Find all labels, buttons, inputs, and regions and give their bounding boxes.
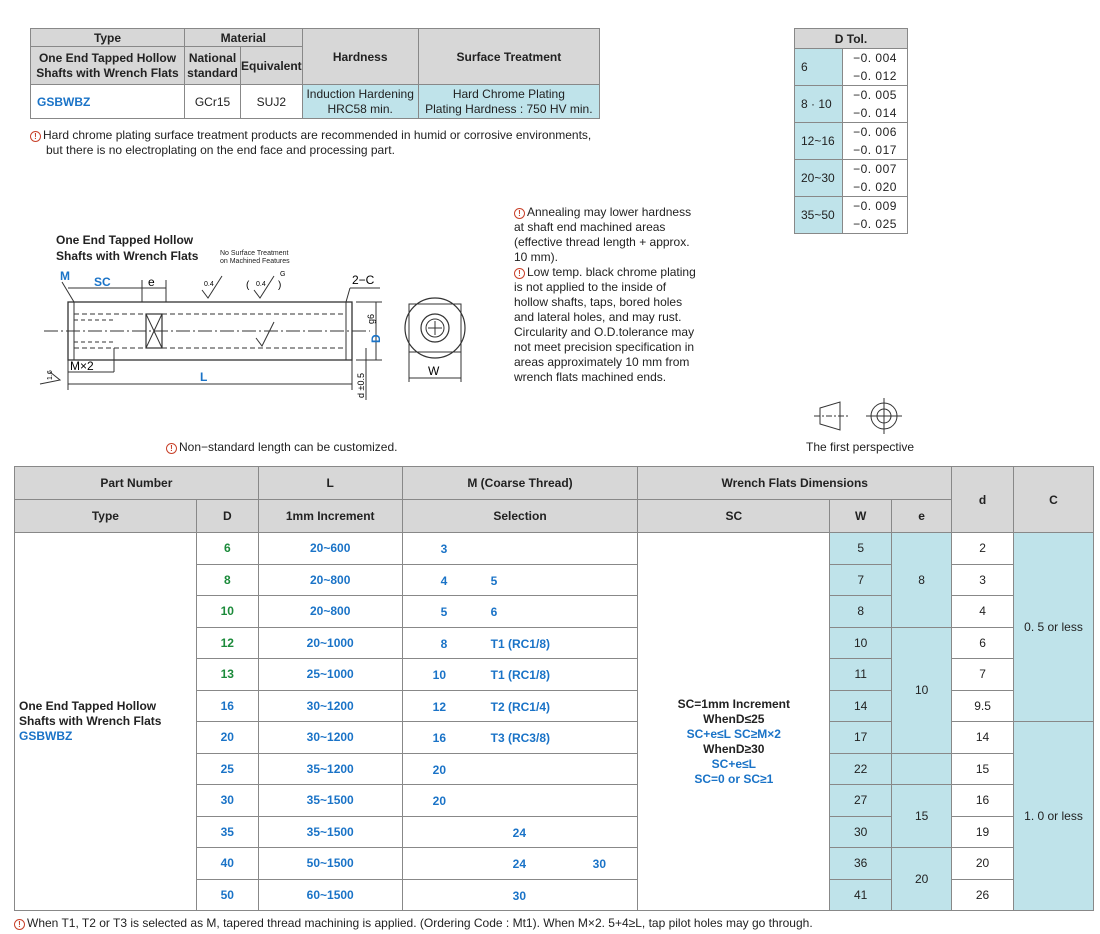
header-increment: 1mm Increment xyxy=(258,500,402,533)
projection-label: The first perspective xyxy=(806,440,915,454)
e-value: 8 xyxy=(892,533,952,628)
m-selection: 20 xyxy=(402,753,638,785)
d-small-value: 20 xyxy=(952,848,1014,880)
label-g: G xyxy=(280,271,286,278)
tol-row-values: −0. 006 −0. 017 xyxy=(843,123,908,160)
mat-header-type: Type xyxy=(31,29,185,47)
d-small-value: 3 xyxy=(952,564,1014,596)
header-l: L xyxy=(258,467,402,500)
warning-icon: ! xyxy=(514,268,525,279)
tol-row-d: 6 xyxy=(795,49,843,86)
d-value: 35 xyxy=(196,816,258,848)
label-e: e xyxy=(148,275,155,289)
label-g6: g6 xyxy=(366,313,376,324)
header-wrench: Wrench Flats Dimensions xyxy=(638,467,952,500)
c-value: 1. 0 or less xyxy=(1014,722,1094,911)
w-value: 36 xyxy=(830,848,892,880)
d-value: 50 xyxy=(196,879,258,911)
e-value-blank xyxy=(892,753,952,785)
header-w: W xyxy=(830,500,892,533)
warning-icon: ! xyxy=(30,131,41,142)
label-roughness-1: 0.4 xyxy=(204,281,214,288)
tol-row-values: −0. 005 −0. 014 xyxy=(843,86,908,123)
mat-header-surface: Surface Treatment xyxy=(418,29,599,85)
w-value: 22 xyxy=(830,753,892,785)
shaft-drawing xyxy=(30,262,480,412)
label-d-tol: d ±0.5 xyxy=(356,373,366,398)
sc-cell: SC=1mm Increment WhenD≤25 SC+e≤L SC≥M×2 WhenD≥30 SC+e≤L SC=0 or SC≥1 xyxy=(638,533,830,911)
warning-icon: ! xyxy=(14,919,25,930)
tolerance-table xyxy=(794,28,908,234)
e-value: 20 xyxy=(892,848,952,911)
label-roughness-2: 0.4 xyxy=(256,281,266,288)
footer-note: ! When T1, T2 or T3 is selected as M, tapered thread machining is applied. (Ordering Code : Mt1). When M×2. 5+4≥L, tap pilot holes may go through. xyxy=(14,916,1094,931)
warning-icon: ! xyxy=(514,208,525,219)
d-value: 20 xyxy=(196,722,258,754)
m-selection: 16 T3 (RC3/8) xyxy=(402,722,638,754)
material-note: ! Hard chrome plating surface treatment products are recommended in humid or corrosive environments, but there is no electroplating on the end face and processing part. xyxy=(30,128,630,158)
label-chamfer: 2−C xyxy=(352,273,375,287)
material-table xyxy=(30,28,600,119)
header-e: e xyxy=(892,500,952,533)
tol-row-d: 20~30 xyxy=(795,160,843,197)
part-number-table xyxy=(14,466,1094,911)
tol-row-values: −0. 007 −0. 020 xyxy=(843,160,908,197)
mat-national: GCr15 xyxy=(185,85,241,119)
header-sc: SC xyxy=(638,500,830,533)
d-value: 13 xyxy=(196,659,258,691)
svg-text:(: ( xyxy=(246,280,250,291)
m-selection: 5 6 xyxy=(402,596,638,628)
c-value: 0. 5 or less xyxy=(1014,533,1094,722)
label-sc: SC xyxy=(94,275,111,289)
m-selection: 4 5 xyxy=(402,564,638,596)
l-range: 20~1000 xyxy=(258,627,402,659)
w-value: 5 xyxy=(830,533,892,565)
label-l: L xyxy=(200,370,208,384)
label-roughness-3: 1.6 xyxy=(47,370,54,380)
w-value: 8 xyxy=(830,596,892,628)
d-small-value: 2 xyxy=(952,533,1014,565)
l-range: 60~1500 xyxy=(258,879,402,911)
tol-row-values: −0. 009 −0. 025 xyxy=(843,197,908,234)
l-range: 20~800 xyxy=(258,596,402,628)
d-value: 16 xyxy=(196,690,258,722)
w-value: 30 xyxy=(830,816,892,848)
header-type: Type xyxy=(15,500,197,533)
svg-text:): ) xyxy=(278,280,282,291)
mat-surface: Hard Chrome Plating Plating Hardness : 750 HV min. xyxy=(418,85,599,119)
mat-hardness: Induction Hardening HRC58 min. xyxy=(302,85,418,119)
d-value: 40 xyxy=(196,848,258,880)
l-range: 20~600 xyxy=(258,533,402,565)
header-m: M (Coarse Thread) xyxy=(402,467,638,500)
e-value: 10 xyxy=(892,627,952,753)
warning-icon: ! xyxy=(166,443,177,454)
w-value: 7 xyxy=(830,564,892,596)
tol-row-d: 12~16 xyxy=(795,123,843,160)
mat-header-hardness: Hardness xyxy=(302,29,418,85)
l-range: 35~1200 xyxy=(258,753,402,785)
d-value: 25 xyxy=(196,753,258,785)
header-d-small: d xyxy=(952,467,1014,533)
mat-header-equivalent: Equivalent xyxy=(241,47,303,85)
m-selection: 30 xyxy=(402,879,638,911)
custom-length-note: ! Non−standard length can be customized. xyxy=(166,440,397,455)
drawing-notes: ! Annealing may lower hardness at shaft end machined areas (effective thread length + approx. 10 mm). ! Low temp. black chrome plating is not applied to the inside of hollow shafts, taps, bored holes and lateral holes, and may rust. Circularity and O.D.tolerance may not meet precision specification in areas approximately 10 mm from wrench flats machined ends. xyxy=(514,205,696,384)
tol-row-values: −0. 004 −0. 012 xyxy=(843,49,908,86)
d-small-value: 15 xyxy=(952,753,1014,785)
w-value: 27 xyxy=(830,785,892,817)
d-value: 6 xyxy=(196,533,258,565)
tol-row-d: 35~50 xyxy=(795,197,843,234)
mat-equivalent: SUJ2 xyxy=(241,85,303,119)
l-range: 50~1500 xyxy=(258,848,402,880)
l-range: 25~1000 xyxy=(258,659,402,691)
m-selection: 3 xyxy=(402,533,638,565)
type-cell: One End Tapped Hollow Shafts with Wrench Flats GSBWBZ xyxy=(15,533,197,911)
label-m: M xyxy=(60,269,70,283)
e-value: 15 xyxy=(892,785,952,848)
d-small-value: 4 xyxy=(952,596,1014,628)
tol-row-d: 8 · 10 xyxy=(795,86,843,123)
m-selection: 24 xyxy=(402,816,638,848)
projection-icon xyxy=(814,398,906,434)
d-value: 10 xyxy=(196,596,258,628)
no-surface-label: No Surface Treatment on Machined Features xyxy=(220,250,290,265)
d-small-value: 14 xyxy=(952,722,1014,754)
mat-header-national: National standard xyxy=(185,47,241,85)
mat-header-material: Material xyxy=(185,29,303,47)
d-small-value: 7 xyxy=(952,659,1014,691)
m-selection: 12 T2 (RC1/4) xyxy=(402,690,638,722)
label-w: W xyxy=(428,364,440,378)
w-value: 41 xyxy=(830,879,892,911)
l-range: 35~1500 xyxy=(258,816,402,848)
d-small-value: 6 xyxy=(952,627,1014,659)
d-value: 8 xyxy=(196,564,258,596)
label-mx2: M×2 xyxy=(70,359,94,373)
mat-type-code: GSBWBZ xyxy=(31,85,185,119)
w-value: 10 xyxy=(830,627,892,659)
header-d: D xyxy=(196,500,258,533)
mat-header-subtype: One End Tapped Hollow Shafts with Wrench Flats xyxy=(31,47,185,85)
header-part-number: Part Number xyxy=(15,467,259,500)
w-value: 17 xyxy=(830,722,892,754)
l-range: 30~1200 xyxy=(258,690,402,722)
header-c: C xyxy=(1014,467,1094,533)
d-small-value: 9.5 xyxy=(952,690,1014,722)
d-small-value: 19 xyxy=(952,816,1014,848)
d-value: 30 xyxy=(196,785,258,817)
d-small-value: 16 xyxy=(952,785,1014,817)
d-small-value: 26 xyxy=(952,879,1014,911)
tol-header: D Tol. xyxy=(795,29,908,49)
m-selection: 20 xyxy=(402,785,638,817)
drawing-title: One End Tapped Hollow Shafts with Wrench Flats xyxy=(56,233,199,263)
l-range: 35~1500 xyxy=(258,785,402,817)
l-range: 30~1200 xyxy=(258,722,402,754)
l-range: 20~800 xyxy=(258,564,402,596)
m-selection: 8 T1 (RC1/8) xyxy=(402,627,638,659)
w-value: 11 xyxy=(830,659,892,691)
header-selection: Selection xyxy=(402,500,638,533)
m-selection: 10 T1 (RC1/8) xyxy=(402,659,638,691)
d-value: 12 xyxy=(196,627,258,659)
label-d: D xyxy=(369,334,383,343)
m-selection: 24 30 xyxy=(402,848,638,880)
w-value: 14 xyxy=(830,690,892,722)
